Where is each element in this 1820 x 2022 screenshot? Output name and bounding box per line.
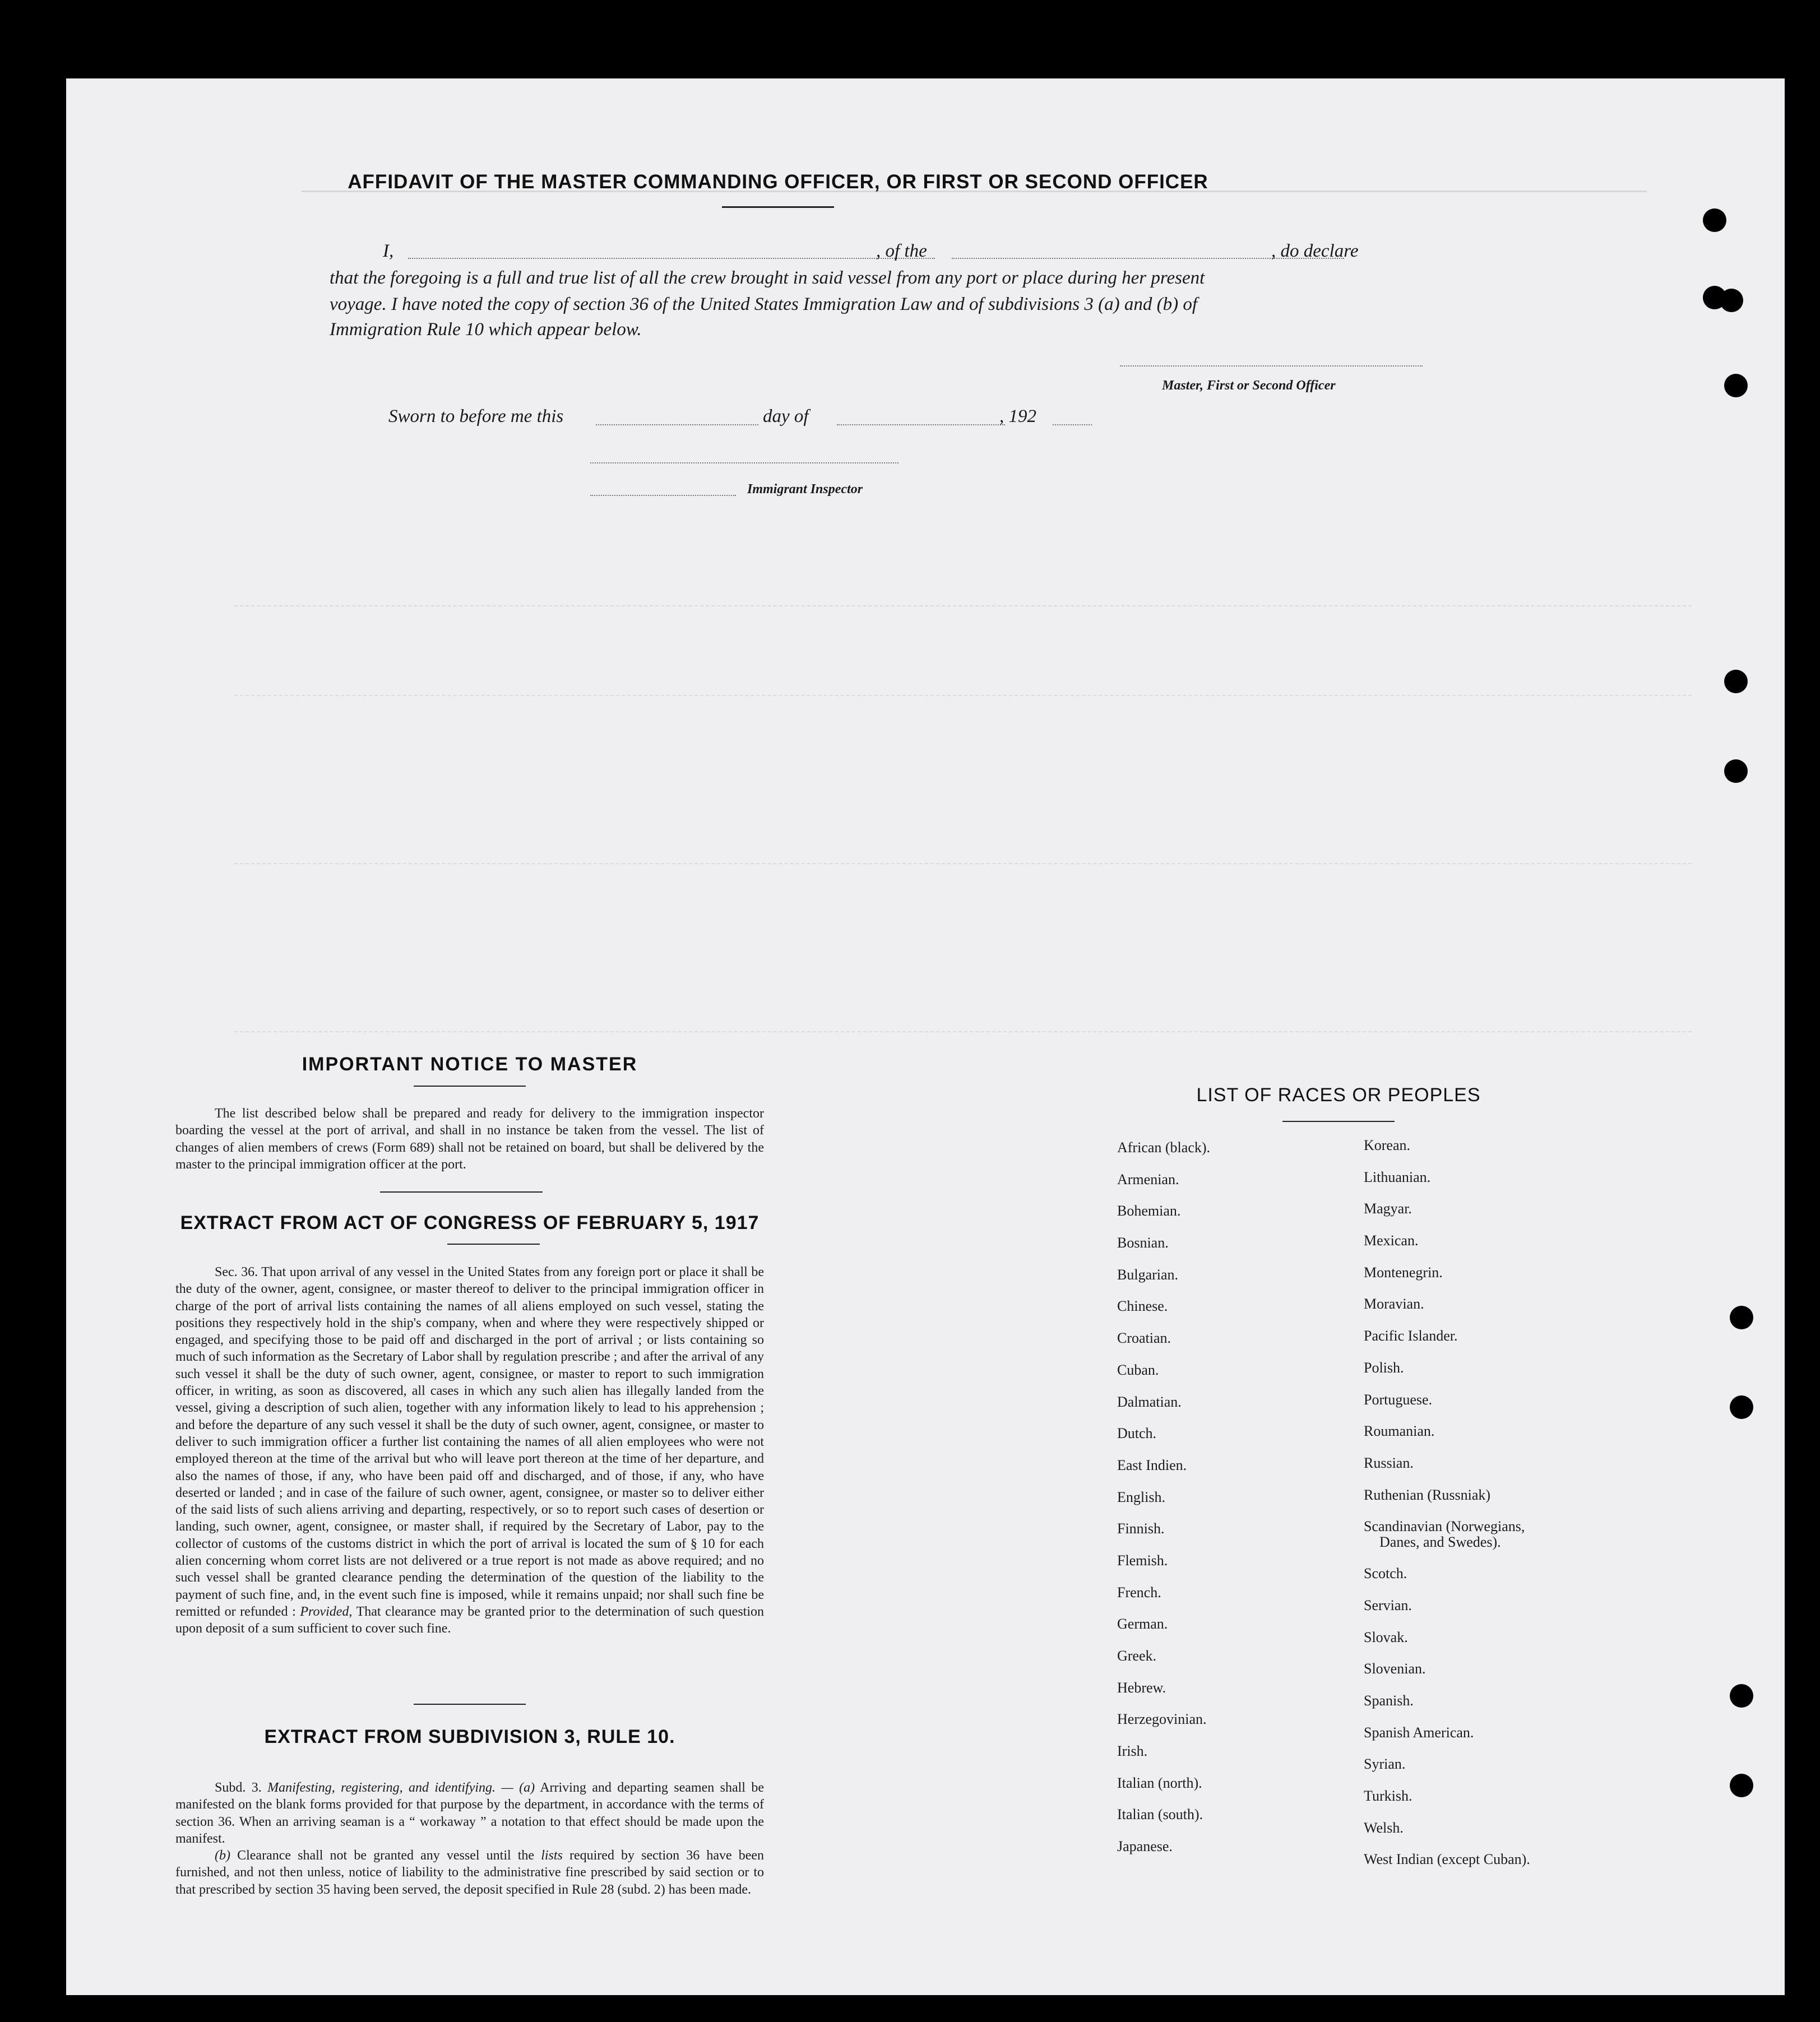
race-item: Bulgarian. xyxy=(1117,1266,1179,1283)
race-item: Slovak. xyxy=(1364,1629,1408,1645)
punch-hole xyxy=(1720,289,1743,312)
punch-hole xyxy=(1724,374,1748,397)
notice-title-rule xyxy=(414,1086,526,1087)
race-item: Cuban. xyxy=(1117,1361,1159,1378)
races-right-column xyxy=(1364,1130,1530,1876)
rule-body xyxy=(175,1779,764,1898)
act-body-end: That clearance may be granted prior to the determination of such question upon deposit of a sum sufficient to cover such fine. xyxy=(175,1604,764,1636)
affidavit-title: AFFIDAVIT OF THE MASTER COMMANDING OFFICER, OR FIRST OR SECOND OFFICER xyxy=(348,171,1208,193)
rule-subd: Subd. 3. xyxy=(215,1780,262,1795)
race-item: Welsh. xyxy=(1364,1819,1404,1836)
race-item: Italian (north). xyxy=(1117,1774,1202,1791)
rule-title: EXTRACT FROM SUBDIVISION 3, RULE 10. xyxy=(264,1726,675,1747)
year-text: , 192 xyxy=(999,406,1036,426)
race-item: Herzegovinian. xyxy=(1117,1711,1207,1728)
race-item: German. xyxy=(1117,1616,1168,1633)
race-item: Armenian. xyxy=(1117,1171,1179,1188)
race-item: French. xyxy=(1117,1584,1161,1601)
race-item: English. xyxy=(1117,1488,1165,1505)
races-title: LIST OF RACES OR PEOPLES xyxy=(1196,1084,1481,1106)
year-blank[interactable] xyxy=(1053,424,1092,425)
act-title: EXTRACT FROM ACT OF CONGRESS OF FEBRUARY 5, 1917 xyxy=(180,1212,760,1233)
rule-a-text: Arriving and departing seamen shall be manifested on the blank forms provided for that purpose by the department, in accordance with the terms of section 36. When an arriving seaman is a “ workaway ” a notation to that effect should be made upon the manifest. xyxy=(175,1780,764,1846)
notice-body: The list described below shall be prepared and ready for delivery to the immigration inspector boarding the vessel at the port of arrival, and shall in no instance be taken from the vessel. The list of changes of alien members of crews (Form 689) shall not be retained on board, but shall be delivered by the master to the principal immigration officer at the port. xyxy=(175,1106,764,1172)
race-item: Moravian. xyxy=(1364,1296,1424,1313)
punch-hole xyxy=(1724,759,1748,783)
sworn-text: Sworn to before me this xyxy=(388,406,564,426)
day-of-text: day of xyxy=(763,406,809,426)
rule-b-text-1: Clearance shall not be granted any vessel until the xyxy=(237,1848,535,1863)
race-item: Bohemian. xyxy=(1117,1203,1181,1219)
race-item: Irish. xyxy=(1117,1743,1148,1760)
race-item: Hebrew. xyxy=(1117,1679,1166,1696)
affidavit-line-2: that the foregoing is a full and true list of all the crew brought in said vessel from any port or place during her present xyxy=(330,268,1205,288)
race-item: Mexican. xyxy=(1364,1232,1419,1249)
race-item: Finnish. xyxy=(1117,1520,1165,1537)
race-item: Dutch. xyxy=(1117,1425,1157,1442)
race-item: African (black). xyxy=(1117,1139,1211,1156)
race-item: Croatian. xyxy=(1117,1330,1171,1347)
race-item: Servian. xyxy=(1364,1597,1412,1613)
rule-b-text-2: required by section 36 have been furnished, and not then unless, notice of liability to the administrative fine prescribed by said section or to that prescribed by section 35 having been served, the deposit specified in Rule 28 (subd. 2) has been made. xyxy=(175,1848,765,1897)
act-body-text: Sec. 36. That upon arrival of any vessel in the United States from any foreign port or place it shall be the duty of the owner, agent, consignee, or master thereof to deliver to the principal immigration officer in charge of the port of arrival lists containing the names of all aliens employed on such vessel, stating the positions they respectively hold in the ship's company, when and where they were respectively shipped or engaged, and specifying those to be paid off and discharged in the port of arrival ; or lists containing so much of such information as the Secretary of Labor shall by regulation prescribe ; and after the arrival of any such vessel it shall be the duty of such owner, agent, consignee, or master to report to such immigration officer, in writing, as soon as discovered, all cases in which any such alien has illegally landed from the vessel, giving a description of such alien, together with any information likely to lead to his apprehension ; and before the departure of any such vessel it shall be the duty of such owner, agent, consignee, or master to deliver to such immigration officer a further list containing the names of all alien employees who were not employed thereon at the time of the arrival but who will leave port thereon at the time of her departure, and also the names of those, if any, who have been paid off and discharged, and of those, if any, who have deserted or landed ; and in case of the failure of such owner, agent, consignee, or master so to deliver either of the said lists of such aliens arriving and departing, respectively, or so to report such cases of desertion or landing, such owner, agent, consignee, or master shall, if required by the Secretary of Labor, pay to the collector of customs of the customs district in which the port of arrival is located the sum of § 10 for each alien concerning whom corret lists are not delivered or a true report is not made as above required; and no such vessel shall be granted clearance pending the determination of the question of the liability to the payment of such fine, and, in the event such fine is imposed, while it remains unpaid; nor shall such fine be remitted or refunded : xyxy=(175,1265,764,1619)
rule-subd-title: Manifesting, registering, and identifying. — (a) xyxy=(267,1780,535,1795)
master-signature-label: Master, First or Second Officer xyxy=(1162,378,1336,393)
act-title-rule xyxy=(447,1244,540,1245)
race-item: Spanish American. xyxy=(1364,1724,1474,1741)
race-item: Scandinavian (Norwegians, xyxy=(1364,1518,1525,1535)
race-item: Ruthenian (Russniak) xyxy=(1364,1486,1491,1503)
race-item: Pacific Islander. xyxy=(1364,1328,1458,1344)
race-item: Chinese. xyxy=(1117,1298,1168,1315)
sworn-day-blank[interactable] xyxy=(596,424,758,425)
races-left-column xyxy=(1117,1132,1210,1863)
notice-title: IMPORTANT NOTICE TO MASTER xyxy=(302,1054,638,1075)
sworn-month-blank[interactable] xyxy=(837,424,1005,425)
race-item: East Indien. xyxy=(1117,1457,1187,1473)
race-item: Flemish. xyxy=(1117,1552,1168,1569)
punch-hole xyxy=(1703,208,1726,232)
race-item: Greek. xyxy=(1117,1648,1157,1664)
name-blank[interactable] xyxy=(408,258,935,259)
race-item: Lithuanian. xyxy=(1364,1168,1431,1185)
punch-hole xyxy=(1730,1395,1753,1419)
race-item: Bosnian. xyxy=(1117,1235,1169,1251)
affidavit-title-rule xyxy=(722,206,834,208)
race-item: Japanese. xyxy=(1117,1838,1173,1855)
race-item: Polish. xyxy=(1364,1359,1404,1376)
affidavit-declare: , do declare xyxy=(1271,241,1359,261)
inspector-label: Immigrant Inspector xyxy=(747,482,863,497)
race-item: West Indian (except Cuban). xyxy=(1364,1851,1530,1868)
race-item: Italian (south). xyxy=(1117,1806,1203,1823)
race-item: Spanish. xyxy=(1364,1692,1414,1709)
document-page xyxy=(66,78,1785,1995)
punch-hole xyxy=(1730,1306,1753,1329)
act-provided: Provided, xyxy=(300,1604,353,1619)
race-item: Roumanian. xyxy=(1364,1423,1435,1440)
punch-hole xyxy=(1724,670,1748,693)
punch-hole xyxy=(1730,1684,1753,1708)
inspector-signature-blank[interactable] xyxy=(590,462,899,463)
race-item: Slovenian. xyxy=(1364,1661,1426,1677)
affidavit-i: I, xyxy=(383,241,394,261)
races-title-rule xyxy=(1282,1121,1395,1122)
race-item: Montenegrin. xyxy=(1364,1264,1443,1281)
race-item: Dalmatian. xyxy=(1117,1393,1182,1410)
race-item: Russian. xyxy=(1364,1454,1414,1471)
act-body xyxy=(175,1264,764,1638)
rule-b-lists: lists xyxy=(541,1848,563,1863)
affidavit-of-the: , of the xyxy=(876,241,927,261)
race-item: Scotch. xyxy=(1364,1565,1407,1582)
race-item: Magyar. xyxy=(1364,1200,1412,1217)
notice-bottom-rule xyxy=(380,1191,543,1193)
punch-hole xyxy=(1730,1774,1753,1797)
inspector-signature-blank-2[interactable] xyxy=(590,495,736,496)
race-item: Danes, and Swedes). xyxy=(1379,1534,1501,1551)
rule-b-label: (b) xyxy=(215,1848,230,1863)
race-item: Portuguese. xyxy=(1364,1391,1433,1408)
act-bottom-rule xyxy=(414,1704,526,1705)
race-item: Korean. xyxy=(1364,1137,1411,1153)
affidavit-line-4: Immigration Rule 10 which appear below. xyxy=(330,319,642,340)
race-item: Turkish. xyxy=(1364,1788,1413,1805)
race-item: Syrian. xyxy=(1364,1756,1406,1773)
affidavit-line-3: voyage. I have noted the copy of section 36 of the United States Immigration Law and of subdivisions 3 (a) and (b) of xyxy=(330,294,1198,314)
master-signature-blank[interactable] xyxy=(1120,365,1423,367)
